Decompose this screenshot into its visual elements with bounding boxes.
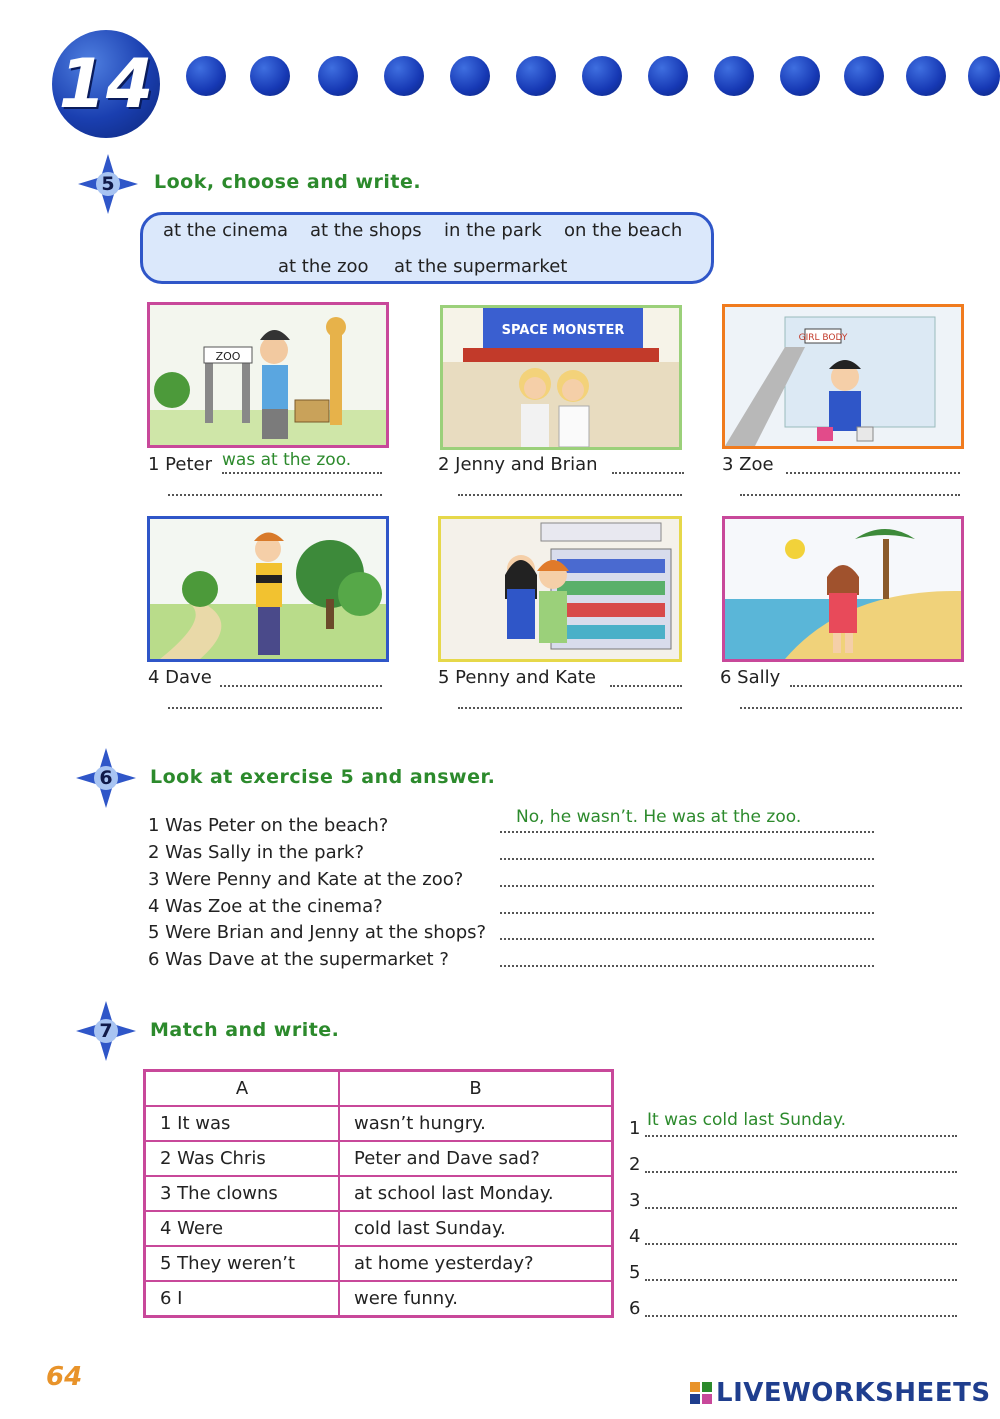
dot-icon (582, 56, 622, 96)
exercise-7-star-icon (76, 1001, 136, 1061)
column-header-b: B (339, 1071, 613, 1107)
match-answer-number: 5 (629, 1262, 641, 1283)
answer-text: No, he wasn’t. He was at the zoo. (516, 807, 802, 827)
match-answer-number: 4 (629, 1226, 641, 1247)
dot-icon (516, 56, 556, 96)
answer-line-5b[interactable] (458, 707, 682, 709)
picture-caption: 2 Jenny and Brian (438, 454, 598, 475)
answer-line-q1[interactable] (500, 831, 874, 833)
question-text: 2 Was Sally in the park? (148, 842, 365, 863)
answer-line-6a[interactable] (790, 685, 962, 687)
picture-caption: 4 Dave (148, 667, 212, 688)
answer-line-q2[interactable] (500, 858, 874, 860)
cinema-sign-text: SPACE MONSTER (501, 323, 625, 338)
cell-a: 4 Were (145, 1211, 340, 1246)
picture-park (147, 516, 389, 662)
dot-icon (780, 56, 820, 96)
exercise-7-title: Match and write. (150, 1019, 340, 1041)
match-answer-line-1[interactable] (645, 1135, 957, 1137)
cell-b: at school last Monday. (339, 1176, 613, 1211)
table-row (145, 1211, 613, 1246)
question-text: 4 Was Zoe at the cinema? (148, 896, 383, 917)
question-text: 6 Was Dave at the supermarket ? (148, 949, 449, 970)
match-answer-line-6[interactable] (645, 1315, 957, 1317)
picture-caption: 6 Sally (720, 667, 781, 688)
zoo-sign-text: ZOO (215, 350, 241, 363)
exercise-number: 7 (99, 1020, 113, 1042)
table-row (145, 1281, 613, 1317)
unit-badge: 14 (52, 30, 160, 138)
cell-b: at home yesterday? (339, 1246, 613, 1281)
dot-icon (450, 56, 490, 96)
question-text: 5 Were Brian and Jenny at the shops? (148, 922, 487, 943)
answer-line-q4[interactable] (500, 912, 874, 914)
word-option: at the cinema (163, 220, 289, 241)
answer-line-1a[interactable] (222, 472, 382, 474)
picture-cinema (440, 305, 682, 450)
match-answer-line-5[interactable] (645, 1279, 957, 1281)
column-header-a: A (145, 1071, 340, 1107)
dot-icon (318, 56, 358, 96)
answer-line-5a[interactable] (610, 685, 682, 687)
brand-icon (690, 1382, 712, 1404)
shop-sign-text: GIRL BODY (798, 333, 848, 343)
dot-icon (648, 56, 688, 96)
exercise-5-star-icon (78, 154, 138, 214)
answer-line-3b[interactable] (740, 494, 960, 496)
cell-b: Peter and Dave sad? (339, 1141, 613, 1176)
exercise-6-title: Look at exercise 5 and answer. (150, 766, 496, 788)
cell-b: wasn’t hungry. (339, 1106, 613, 1141)
brand-text: LIVEWORKSHEETS (716, 1378, 991, 1408)
table-header-row (145, 1071, 613, 1107)
question-text: 1 Was Peter on the beach? (148, 815, 389, 836)
match-answer-line-2[interactable] (645, 1171, 957, 1173)
cell-a: 6 I (145, 1281, 340, 1317)
dot-icon (906, 56, 946, 96)
word-option: at the shops (310, 220, 422, 241)
answer-line-3a[interactable] (786, 472, 960, 474)
answer-line-q6[interactable] (500, 965, 874, 967)
dot-icon (844, 56, 884, 96)
match-table (143, 1069, 614, 1318)
match-answer-number: 2 (629, 1154, 641, 1175)
picture-beach (722, 516, 964, 662)
match-answer-number: 6 (629, 1298, 641, 1319)
match-answer-line-4[interactable] (645, 1243, 957, 1245)
picture-zoo (147, 302, 389, 448)
page-number: 64 (46, 1362, 83, 1392)
exercise-number: 6 (99, 767, 113, 789)
match-answer-number: 3 (629, 1190, 641, 1211)
picture-shops (722, 304, 964, 449)
answer-line-1b[interactable] (168, 494, 382, 496)
answer-text: It was cold last Sunday. (647, 1110, 846, 1130)
exercise-6-star-icon (76, 748, 136, 808)
picture-caption: 1 Peter (148, 454, 212, 475)
dot-icon (186, 56, 226, 96)
exercise-number: 5 (101, 173, 115, 195)
answer-line-2a[interactable] (612, 472, 684, 474)
word-box (140, 212, 714, 284)
cell-a: 1 It was (145, 1106, 340, 1141)
answer-line-2b[interactable] (458, 494, 682, 496)
match-answer-number: 1 (629, 1118, 641, 1139)
table-row (145, 1176, 613, 1211)
cell-b: cold last Sunday. (339, 1211, 613, 1246)
word-option: in the park (444, 220, 542, 241)
table-row (145, 1141, 613, 1176)
match-answer-line-3[interactable] (645, 1207, 957, 1209)
cell-a: 3 The clowns (145, 1176, 340, 1211)
picture-caption: 5 Penny and Kate (438, 667, 596, 688)
brand-logo (690, 1378, 991, 1408)
answer-text: was at the zoo. (222, 450, 352, 470)
picture-supermarket (438, 516, 682, 662)
answer-line-6b[interactable] (740, 707, 962, 709)
answer-line-q5[interactable] (500, 938, 874, 940)
exercise-5-title: Look, choose and write. (154, 171, 422, 193)
word-option: at the zoo (278, 256, 369, 277)
cell-a: 5 They weren’t (145, 1246, 340, 1281)
cell-b: were funny. (339, 1281, 613, 1317)
dot-icon (968, 56, 1000, 96)
word-option: at the supermarket (394, 256, 568, 277)
question-text: 3 Were Penny and Kate at the zoo? (148, 869, 464, 890)
answer-line-4b[interactable] (168, 707, 382, 709)
dot-icon (384, 56, 424, 96)
cell-a: 2 Was Chris (145, 1141, 340, 1176)
table-row (145, 1106, 613, 1141)
dot-icon (250, 56, 290, 96)
answer-line-q3[interactable] (500, 885, 874, 887)
picture-caption: 3 Zoe (722, 454, 774, 475)
answer-line-4a[interactable] (220, 685, 382, 687)
word-option: on the beach (564, 220, 683, 241)
dot-icon (714, 56, 754, 96)
table-row (145, 1246, 613, 1281)
